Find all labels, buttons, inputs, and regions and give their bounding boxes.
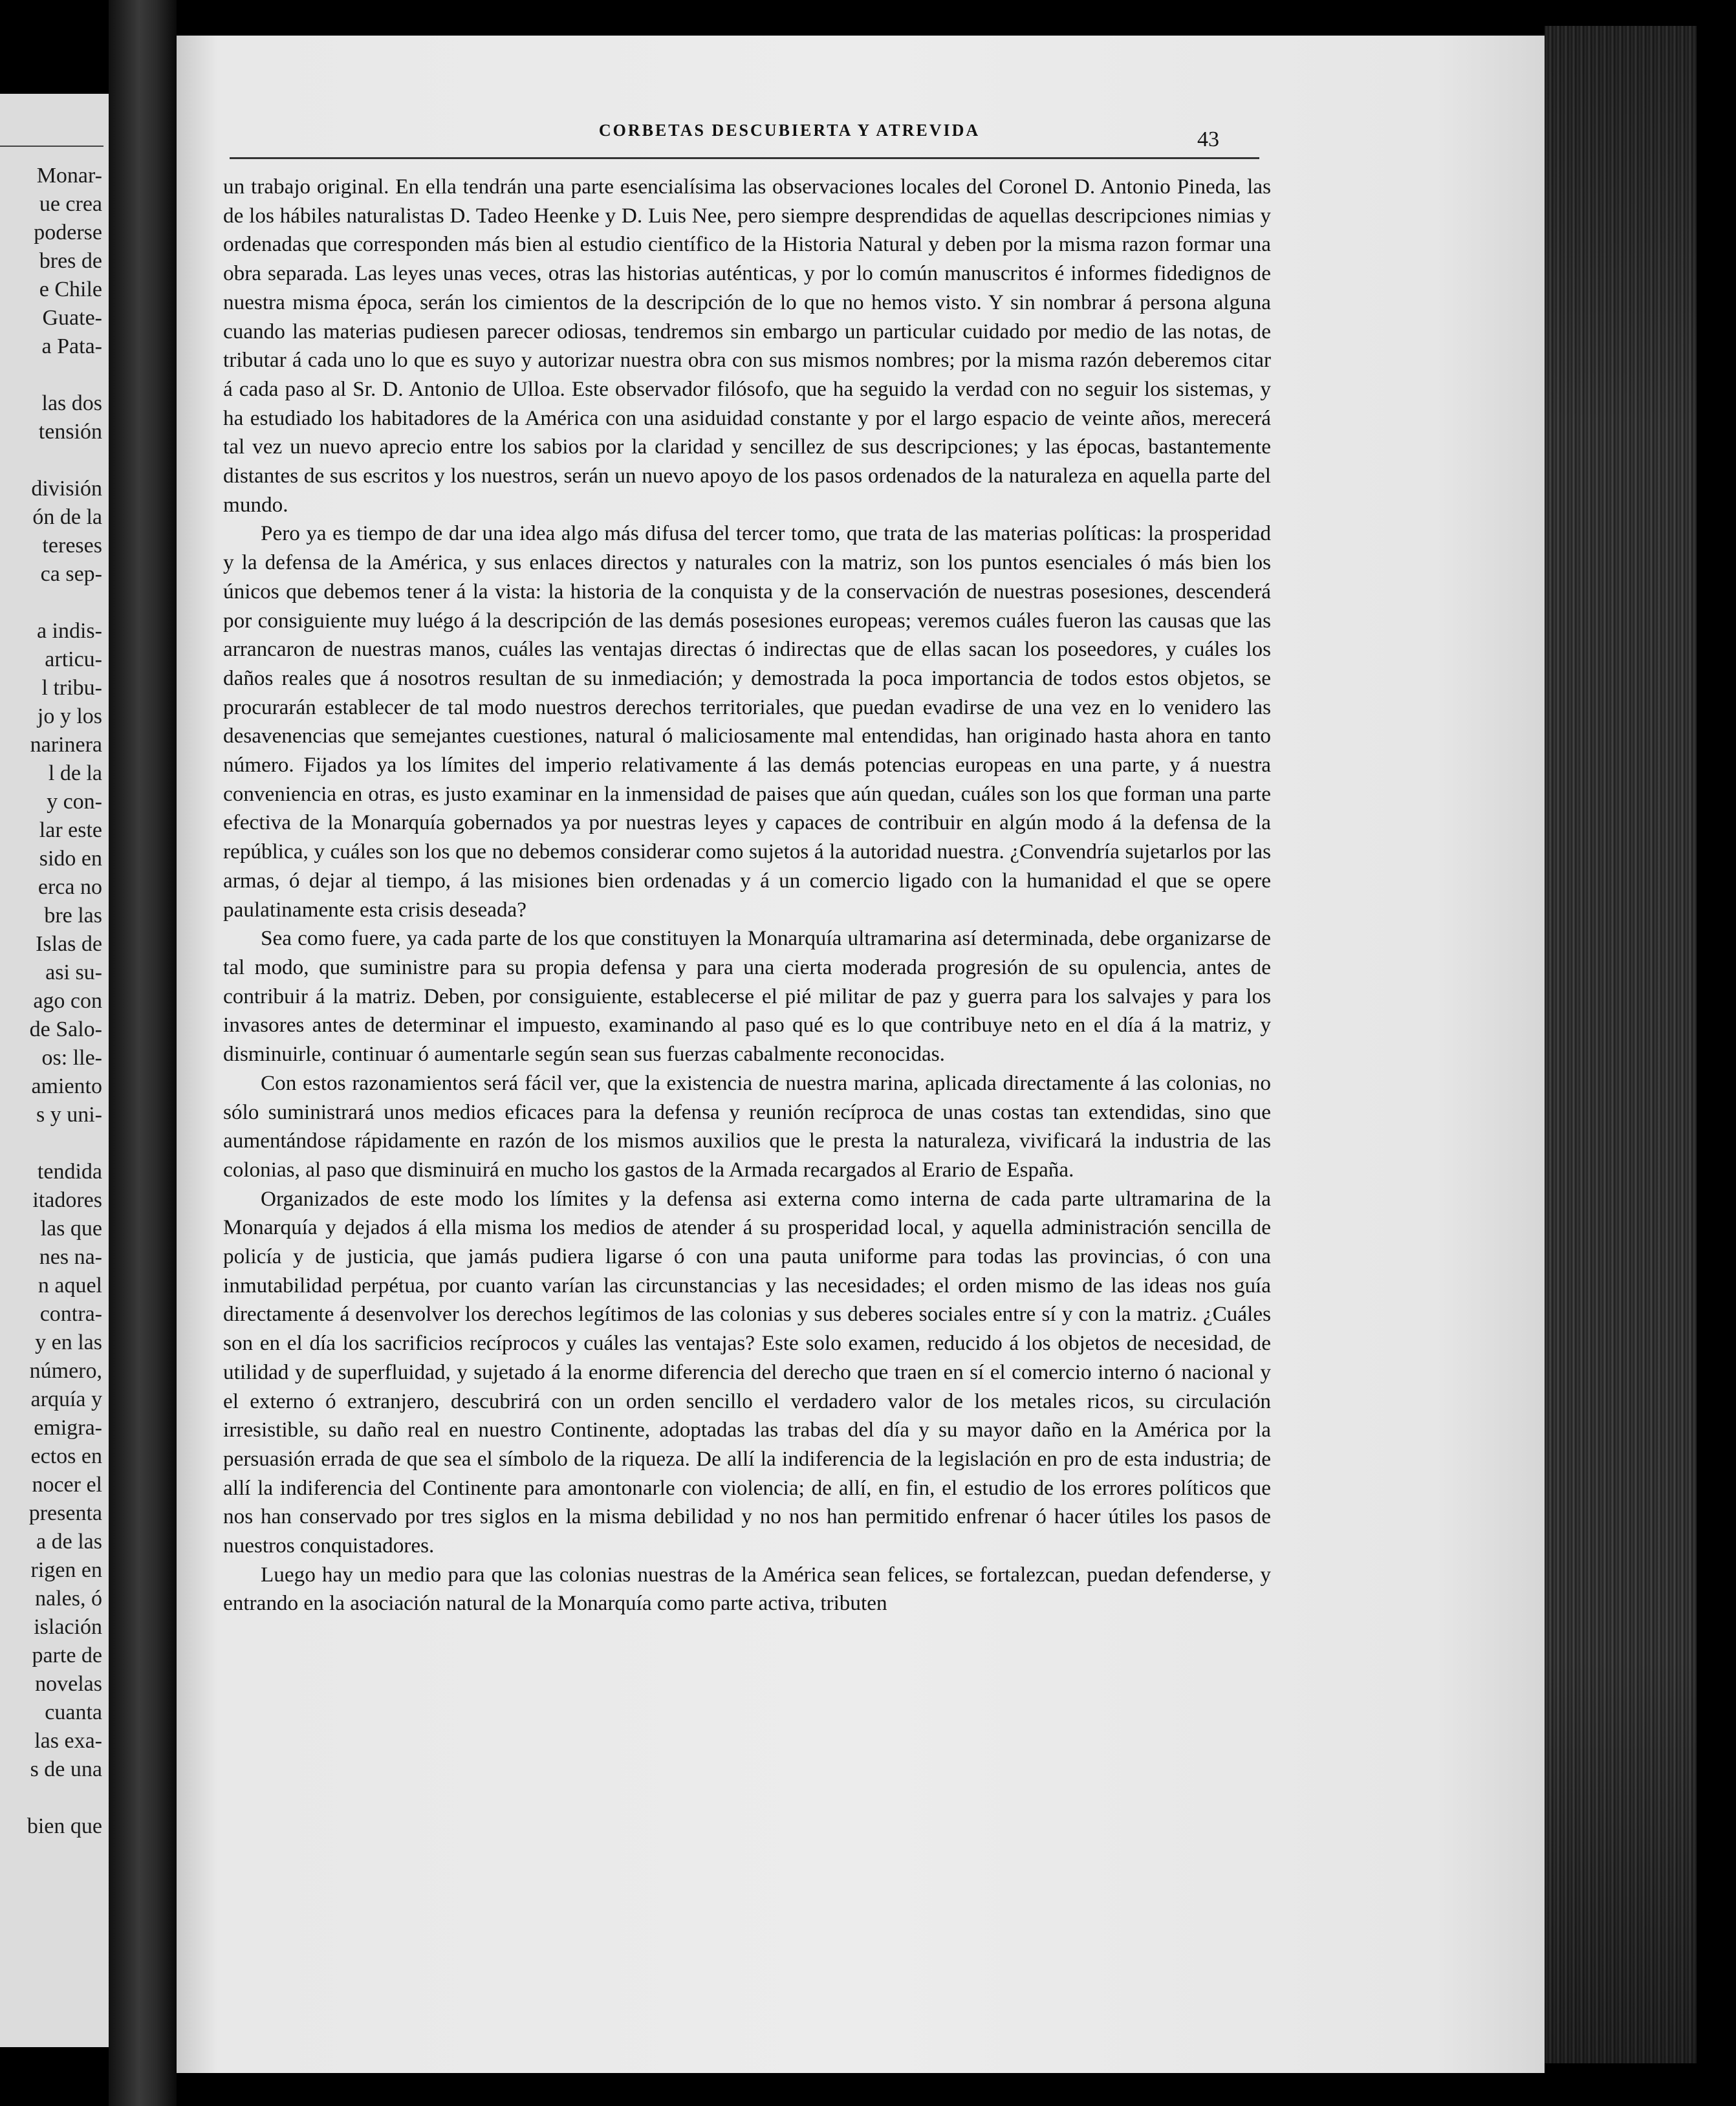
previous-page-line: a indis-	[36, 619, 102, 643]
previous-page-line: presenta	[28, 1501, 102, 1525]
previous-page-line: de Salo-	[29, 1017, 102, 1041]
previous-page-line: sido en	[39, 847, 102, 871]
previous-page-line: a de las	[36, 1530, 102, 1554]
previous-page-rule	[0, 146, 103, 147]
previous-page-line: división	[31, 477, 102, 501]
previous-page-line: bien que	[27, 1814, 102, 1838]
previous-page-line: las que	[40, 1217, 102, 1241]
previous-page-line: a Pata-	[41, 334, 102, 358]
previous-page-line: parte de	[32, 1644, 102, 1667]
previous-page-line: y en las	[35, 1330, 102, 1354]
previous-page-line: os: lle-	[41, 1046, 102, 1070]
book-page	[177, 36, 1545, 2073]
previous-page-line: número,	[29, 1359, 102, 1383]
previous-page-line: las dos	[41, 391, 102, 415]
page-number: 43	[1197, 127, 1219, 151]
previous-page-line: rigen en	[30, 1558, 102, 1582]
previous-page-line: poderse	[34, 221, 102, 244]
previous-page-line: bre las	[44, 904, 102, 928]
previous-page-line: articu-	[45, 647, 102, 671]
previous-page-line: itadores	[32, 1188, 102, 1212]
previous-page-line: Islas de	[36, 932, 102, 956]
previous-page-line: tendida	[37, 1160, 102, 1184]
previous-page-line: Guate-	[42, 306, 102, 330]
body-text	[223, 173, 1271, 1618]
previous-page-line: s de una	[30, 1757, 102, 1781]
previous-page-line: ectos en	[30, 1444, 102, 1468]
previous-page-line: nales, ó	[35, 1587, 102, 1611]
previous-page-line: emigra-	[34, 1416, 102, 1440]
previous-page-line: ón de la	[32, 505, 102, 529]
previous-page-line: novelas	[35, 1672, 102, 1696]
paragraph: un trabajo original. En ella tendrán una parte esencialísima las observaciones locales del Coronel D. Antonio Pineda, las de los hábiles naturalistas D. Tadeo Heenke y D. Luis Nee, pero siempre desprendidas de aquellas descripciones nimias y ordenadas que corresponden más bien al estudio científico de la Historia Natural y deben por la misma razon formar una obra separada. Las leyes unas veces, otras las historias auténticas, y por lo común manuscritos é informes fidedignos de nuestra misma época, serán los cimientos de la descripción de lo que no hemos visto. Y sin nombrar á persona alguna cuando las materias pudiesen parecer odiosas, tendremos sin embargo un particular cuidado por medio de las notas, de tributar á cada uno lo que es suyo y autorizar nuestra obra con sus mismos nombres; por la misma razón deberemos citar á cada paso al Sr. D. Antonio de Ulloa. Este observador filósofo, que ha seguido la verdad con no seguir los sistemas, y ha estudiado los habitadores de la América con una asiduidad constante y por el largo espacio de veinte años, merecerá tal vez un nuevo aprecio entre los sabios por la claridad y sencillez de sus descripciones; y las épocas, bastantemente distantes de sus escritos y los nuestros, serán un nuevo apoyo de los pasos ordenados de la naturaleza en aquella parte del mundo.	[223, 175, 1271, 517]
paragraph: Pero ya es tiempo de dar una idea algo más difusa del tercer tomo, que trata de las materias políticas: la prosperidad y la defensa de la América, y sus enlaces directos y naturales con la matriz, son los puntos esenciales ó más bien los únicos que debemos tener á la vista: la historia de la conquista y de la conservación de nuestras posesiones, descenderá por consiguiente muy luégo á la descripción de las demás posesiones europeas; veremos cuáles fueron las causas que las arrancaron de nuestras manos, cuáles las ventajas directas ó indirectas que de ellas sacan los poseedores, y cuáles los daños reales que á nosotros resultan de su inmediación; y demostrada la poca importancia de todos estos objetos, se procurarán establecer de tal modo nuestros derechos territoriales, que puedan evadirse de una vez en lo venidero las desavenencias que semejantes cuestiones, natural ó maliciosamente mal entendidas, han originado hasta ahora en tanto número. Fijados ya los límites del imperio relativamente á las demás potencias europeas en una parte, y á nuestra conveniencia en otras, es justo examinar en la inmensidad de paises que aún quedan, cuáles son los que forman una parte efectiva de la Monarquía gobernados ya por nuestras leyes y capaces de contribuir en algún modo á la defensa de la república, y cuáles son los que no debemos considerar como sujetos á la autoridad nuestra. ¿Convendría sujetarlos por las armas, ó dejar al tiempo, á las misiones bien ordenadas y á un comercio ligado con la humanidad el que se opere paulatinamente esta crisis deseada?	[223, 521, 1271, 922]
previous-page-line: las exa-	[34, 1729, 102, 1753]
previous-page-line: s y uni-	[36, 1103, 102, 1127]
paragraph: Luego hay un medio para que las colonias nuestras de la América sean felices, se fortalezcan, puedan defenderse, y entrando en la asociación natural de la Monarquía como parte activa, tributen	[223, 1562, 1271, 1616]
previous-page-line: y con-	[47, 790, 102, 814]
previous-page-line: Monar-	[36, 164, 102, 188]
previous-page-line: e Chile	[39, 277, 102, 301]
previous-page-line: erca no	[38, 875, 102, 899]
previous-page-line: l tribu-	[41, 676, 102, 700]
running-head: CORBETAS DESCUBIERTA Y ATREVIDA	[598, 121, 981, 140]
previous-page-line: bres de	[39, 249, 102, 273]
previous-page-line: nocer el	[32, 1473, 102, 1497]
paragraph: Con estos razonamientos será fácil ver, que la existencia de nuestra marina, aplicada directamente á las colonias, no sólo suministrará unos medios eficaces para la defensa y reunión recíproca de unas costas tan extendidas, sino que aumentándose rápidamente en razón de los mismos auxilios que le presta la naturaleza, vivificará la industria de las colonias, al paso que disminuirá en mucho los gastos de la Armada recargados al Erario de España.	[223, 1070, 1271, 1182]
previous-page-line: narinera	[30, 733, 102, 757]
previous-page-line: ca sep-	[40, 562, 102, 586]
previous-page-line: tereses	[42, 534, 102, 558]
paragraph: Sea como fuere, ya cada parte de los que constituyen la Monarquía ultramarina así determinada, debe organizarse de tal modo, que suministre para su propia defensa y para una cierta moderada progresión de su opulencia, antes de contribuir á la matriz. Deben, por consiguiente, establecerse el pié militar de paz y guerra para los salvajes y para los invasores antes de determinar el impuesto, examinando al paso qué es lo que contribuye neto en el día á la matriz, y disminuirle, continuar ó aumentarle según sean sus fuerzas cabalmente reconocidas.	[223, 926, 1271, 1067]
header-rule	[230, 157, 1259, 159]
previous-page-line: tensión	[38, 420, 102, 444]
previous-page-line: nes na-	[39, 1245, 102, 1269]
previous-page-fragment	[0, 94, 109, 2047]
previous-page-line: l de la	[48, 761, 102, 785]
previous-page-line: jo y los	[37, 704, 102, 728]
previous-page-line: ago con	[33, 989, 102, 1013]
paragraph: Organizados de este modo los límites y la defensa asi externa como interna de cada parte ultramarina de la Monarquía y dejados á ella misma los medios de atender á su prosperidad local, y aquella administración sencilla de policía y de justicia, que jamás pudiera ligarse ó con una pauta uniforme para todas las provincias, ó con una inmutabilidad perpétua, por cuanto varían las circunstancias y las necesidades; el orden mismo de las ideas nos guía directamente á desenvolver los derechos legítimos de las colonias y sus deberes sociales entre sí y con la matriz. ¿Cuáles son en el día los sacrificios recíprocos y cuáles las ventajas? Este solo examen, reducido á los objetos de necesidad, de utilidad y de superfluidad, y sujetado á la enorme diferencia del derecho que traen en sí el comercio interno ó nacional y el externo ó extranjero, descubrirá con un orden sencillo el verdadero valor de los metales ricos, su circulación irresistible, su daño real en nuestro Continente, adoptadas las trabas del día y su mayor daño en la América por la persuasión errada de que sea el símbolo de la riqueza. De allí la indiferencia de la legislación en pro de esta industria; de allí la indiferencia del Continente para amontonarle con violencia; de allí, en fin, el estudio de los errores políticos que nos han conservado por tres siglos en la misma debilidad y no nos han permitido enfrenar ó hacer útiles los pasos de nuestros conquistadores.	[223, 1186, 1271, 1558]
previous-page-line: cuanta	[45, 1700, 102, 1724]
previous-page-line: arquía y	[30, 1387, 102, 1411]
previous-page-line: asi su-	[45, 961, 102, 984]
page-edges	[1545, 26, 1697, 2063]
previous-page-line: lar este	[39, 818, 102, 842]
previous-page-line: ue crea	[39, 192, 102, 216]
previous-page-line: islación	[34, 1615, 102, 1639]
previous-page-line: amiento	[31, 1074, 102, 1098]
previous-page-line: n aquel	[38, 1274, 102, 1297]
previous-page-line: contra-	[39, 1302, 102, 1326]
book-gutter	[109, 0, 177, 2106]
